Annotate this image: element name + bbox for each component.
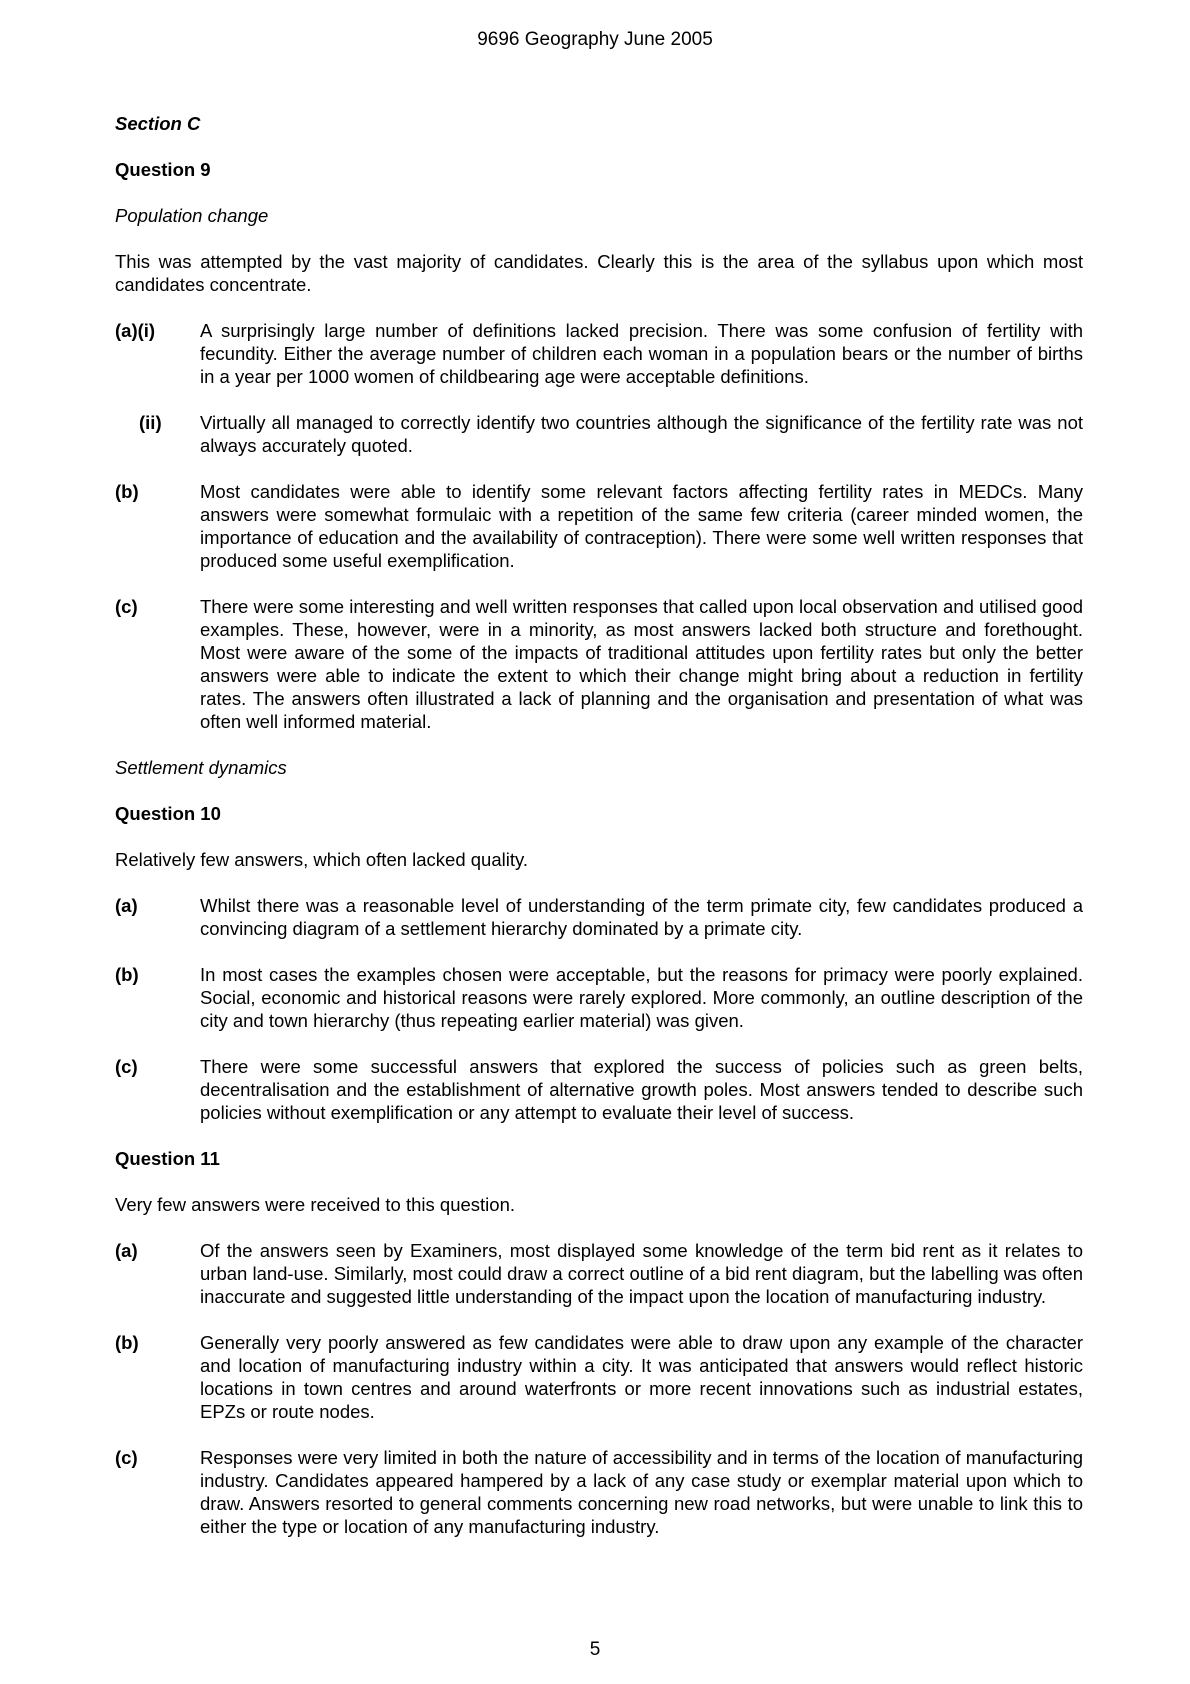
- part-text: Whilst there was a reasonable level of understanding of the term primate city, few candidates produced a convincing diagram of a settlement hierarchy dominated by a primate city.: [200, 895, 1083, 939]
- question-9-title: Question 9: [115, 159, 211, 180]
- question-11-part-a: [115, 1239, 1083, 1308]
- question-10-part-b: [115, 963, 1083, 1032]
- part-label: (a)(i): [115, 320, 156, 341]
- part-label: (b): [115, 1332, 139, 1353]
- part-label: (ii): [139, 412, 162, 433]
- part-text: Generally very poorly answered as few candidates were able to draw upon any example of the character and location of manufacturing industry within a city. It was anticipated that answers would reflect historic locations in town centres and around waterfronts or more recent innovations such as industrial estates, EPZs or route nodes.: [200, 1332, 1083, 1422]
- part-text: In most cases the examples chosen were acceptable, but the reasons for primacy were poorly explained. Social, economic and historical reasons were rarely explored. More commonly, an outline description of the city and town hierarchy (thus repeating earlier material) was given.: [200, 964, 1083, 1031]
- part-label: (c): [115, 1056, 138, 1077]
- question-9-part-a-i: [115, 319, 1083, 388]
- part-text: There were some successful answers that explored the success of policies such as green belts, decentralisation and the establishment of alternative growth poles. Most answers tended to describe such policies without exemplification or any attempt to evaluate their level of success.: [200, 1056, 1083, 1123]
- question-11-part-c: [115, 1446, 1083, 1538]
- question-11-part-b: [115, 1331, 1083, 1423]
- part-label: (c): [115, 596, 138, 617]
- part-text: Of the answers seen by Examiners, most displayed some knowledge of the term bid rent as it relates to urban land-use. Similarly, most could draw a correct outline of a bid rent diagram, but the labelling was often inaccurate and suggested little understanding of the impact upon the location of manufacturing industry.: [200, 1240, 1083, 1307]
- part-text: Responses were very limited in both the nature of accessibility and in terms of the location of manufacturing industry. Candidates appeared hampered by a lack of any case study or exemplar material upon which to draw. Answers resorted to general comments concerning new road networks, but were unable to link this to either the type or location of any manufacturing industry.: [200, 1447, 1083, 1537]
- part-text: A surprisingly large number of definitions lacked precision. There was some confusion of fertility with fecundity. Either the average number of children each woman in a population bears or the number of births in a year per 1000 women of childbearing age were acceptable definitions.: [200, 320, 1083, 387]
- page-header: 9696 Geography June 2005: [477, 29, 713, 50]
- part-label: (b): [115, 481, 139, 502]
- question-10-part-c: [115, 1055, 1083, 1124]
- question-10-intro: Relatively few answers, which often lacked quality.: [115, 849, 529, 870]
- part-text: Most candidates were able to identify some relevant factors affecting fertility rates in MEDCs. Many answers were somewhat formulaic with a repetition of the same few criteria (career minded women, the importance of education and the availability of contraception). There were some well written responses that produced some useful exemplification.: [200, 481, 1083, 571]
- part-text: Virtually all managed to correctly identify two countries although the significance of the fertility rate was not always accurately quoted.: [200, 412, 1083, 456]
- question-9-part-c: [115, 595, 1083, 733]
- question-9-intro: This was attempted by the vast majority of candidates. Clearly this is the area of the syllabus upon which most candidates concentrate.: [115, 251, 1083, 295]
- part-label: (b): [115, 964, 139, 985]
- part-text: There were some interesting and well written responses that called upon local observation and utilised good examples. These, however, were in a minority, as most answers lacked both structure and forethought. Most were aware of the some of the impacts of traditional attitudes upon fertility rates but only the better answers were able to indicate the extent to which their change might bring about a reduction in fertility rates. The answers often illustrated a lack of planning and the organisation and presentation of what was often well informed material.: [200, 596, 1083, 732]
- part-label: (c): [115, 1447, 138, 1468]
- question-9-topic: Population change: [115, 205, 269, 226]
- section-title: Section C: [115, 113, 201, 134]
- question-10-part-a: [115, 894, 1083, 940]
- part-label: (a): [115, 895, 138, 916]
- question-10-topic: Settlement dynamics: [115, 757, 287, 778]
- question-10-title: Question 10: [115, 803, 221, 824]
- page-number: 5: [589, 1639, 601, 1660]
- question-9-part-b: [115, 480, 1083, 572]
- question-11-title: Question 11: [115, 1148, 220, 1169]
- report-body: [115, 112, 1083, 1561]
- question-11-intro: Very few answers were received to this question.: [115, 1194, 515, 1215]
- part-label: (a): [115, 1240, 138, 1261]
- question-9-part-a-ii: [115, 411, 1083, 457]
